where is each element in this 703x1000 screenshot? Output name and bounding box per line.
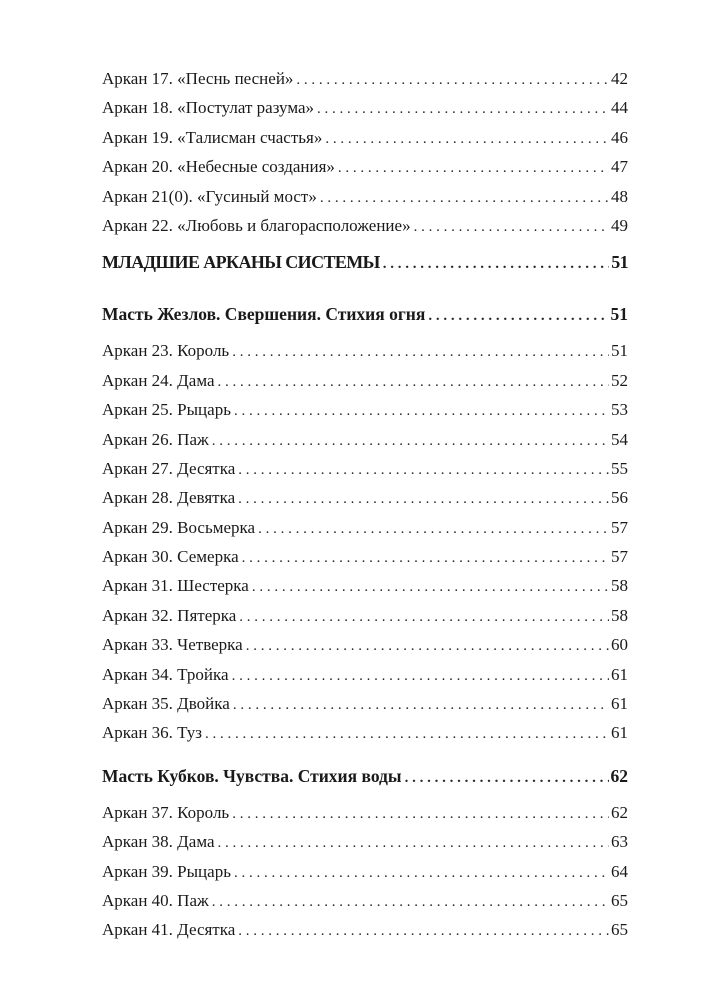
toc-part-title: МЛАДШИЕ АРКАНЫ СИСТЕМЫ [102,252,380,273]
toc-entry-title: Аркан 17. «Песнь песней» [102,69,294,88]
toc-entry [102,571,628,600]
toc-entry [102,513,628,542]
dot-leader [238,485,609,514]
toc-entry-title: Аркан 35. Двойка [102,694,230,714]
toc-entry-title: Аркан 37. Король [102,802,230,822]
toc-entry [102,152,628,181]
toc-suit-heading [102,292,628,336]
toc-entry [102,630,628,659]
dot-leader [317,95,609,124]
toc-part-page: 51 [611,252,628,273]
toc-entry-title: Аркан 32. Пятерка [102,605,237,625]
toc-entry [102,366,628,395]
toc-entry [102,718,628,747]
toc-entry-title: Аркан 34. Тройка [102,664,229,684]
toc-entry-page: 48 [611,186,628,206]
toc-entry [102,483,628,512]
toc-entry-title: Аркан 33. Четверка [102,635,243,655]
toc-entry-page: 62 [611,802,628,822]
toc-part-heading [102,240,628,284]
dot-leader [232,662,609,691]
dot-leader [246,632,609,661]
toc-entry-page: 64 [611,861,628,881]
dot-leader [234,859,609,888]
toc-suit-title: Масть Жезлов. Свершения. Стихия огня [102,304,426,325]
toc-entry-title: Аркан 30. Семерка [102,547,239,567]
dot-leader [232,800,609,829]
toc-entry-page: 61 [611,723,628,743]
toc-entry-title: Аркан 26. Паж [102,429,209,449]
toc-entry-page: 55 [611,458,628,478]
dot-leader [338,154,609,183]
toc-entry [102,689,628,718]
toc-entry-title: Аркан 31. Шестерка [102,576,249,596]
toc-entry-page: 47 [611,157,628,177]
toc-entry [102,64,628,93]
dot-leader [239,603,609,632]
toc-entry [102,211,628,240]
toc-entry [102,857,628,886]
toc-entry [102,798,628,827]
toc-entry-page: 42 [611,69,628,88]
dot-leader [296,66,609,95]
toc-entry-title: Аркан 19. «Талисман счастья» [102,127,323,147]
toc-entry-page: 61 [611,694,628,714]
toc-entry [102,425,628,454]
dot-leader [238,456,609,485]
toc-entry-page: 63 [611,832,628,852]
toc-entry-page: 52 [611,370,628,390]
toc-entry [102,660,628,689]
toc-entry [102,601,628,630]
dot-leader [428,294,608,338]
toc-entry [102,827,628,856]
toc-suit-title: Масть Кубков. Чувства. Стихия воды [102,765,402,786]
toc-entry [102,123,628,152]
toc-entry-page: 57 [611,547,628,567]
toc-entry-title: Аркан 20. «Небесные создания» [102,157,335,177]
toc-entry-page: 57 [611,517,628,537]
toc-entry [102,454,628,483]
dot-leader [242,544,609,573]
dot-leader [405,756,609,800]
toc-entry-page: 58 [611,576,628,596]
toc-entry-page: 53 [611,400,628,420]
toc-entry-page: 60 [611,635,628,655]
toc-entry [102,915,628,944]
toc-suit-page: 62 [610,765,628,786]
toc-entry-title: Аркан 40. Паж [102,890,209,910]
toc-entry-page: 65 [611,920,628,940]
toc-entry-title: Аркан 21(0). «Гусиный мост» [102,186,317,206]
toc-entry-title: Аркан 38. Дама [102,832,215,852]
dot-leader [233,691,609,720]
toc-entry-title: Аркан 18. «Постулат разума» [102,98,315,118]
toc-entry [102,886,628,915]
toc-entry-title: Аркан 29. Восьмерка [102,517,256,537]
toc-entry [102,395,628,424]
dot-leader [218,368,609,397]
toc-suit-heading [102,754,628,798]
toc-entry-page: 54 [611,429,628,449]
toc-entry-page: 65 [611,890,628,910]
toc-entry-title: Аркан 23. Король [102,341,230,361]
toc-entry-title: Аркан 39. Рыцарь [102,861,231,881]
dot-leader [320,184,609,213]
toc-entry [102,542,628,571]
dot-leader [212,427,609,456]
toc-entry-page: 58 [611,605,628,625]
dot-leader [234,397,609,426]
toc-suit-page: 51 [610,304,628,325]
toc-entry-title: Аркан 24. Дама [102,370,215,390]
dot-leader [232,338,609,367]
dot-leader [205,720,609,749]
toc-entry-title: Аркан 22. «Любовь и благорасположение» [102,215,411,235]
toc-entry-page: 44 [611,98,628,118]
toc-entry-page: 51 [611,341,628,361]
dot-leader [258,515,609,544]
toc-entry-page: 56 [611,488,628,508]
dot-leader [218,829,609,858]
dot-leader [252,573,609,602]
dot-leader [238,917,609,946]
toc-entry-title: Аркан 36. Туз [102,723,202,743]
toc-entry-title: Аркан 25. Рыцарь [102,400,231,420]
toc-entry [102,182,628,211]
toc-entry [102,93,628,122]
dot-leader [212,888,609,917]
dot-leader [383,242,609,286]
toc-entry-page: 46 [611,127,628,147]
toc-entry-title: Аркан 27. Десятка [102,458,236,478]
table-of-contents [102,64,628,945]
toc-entry-page: 49 [611,215,628,235]
dot-leader [325,125,609,154]
toc-entry-page: 61 [611,664,628,684]
toc-entry-title: Аркан 28. Девятка [102,488,236,508]
toc-entry-title: Аркан 41. Десятка [102,920,236,940]
toc-entry [102,336,628,365]
dot-leader [414,213,609,242]
